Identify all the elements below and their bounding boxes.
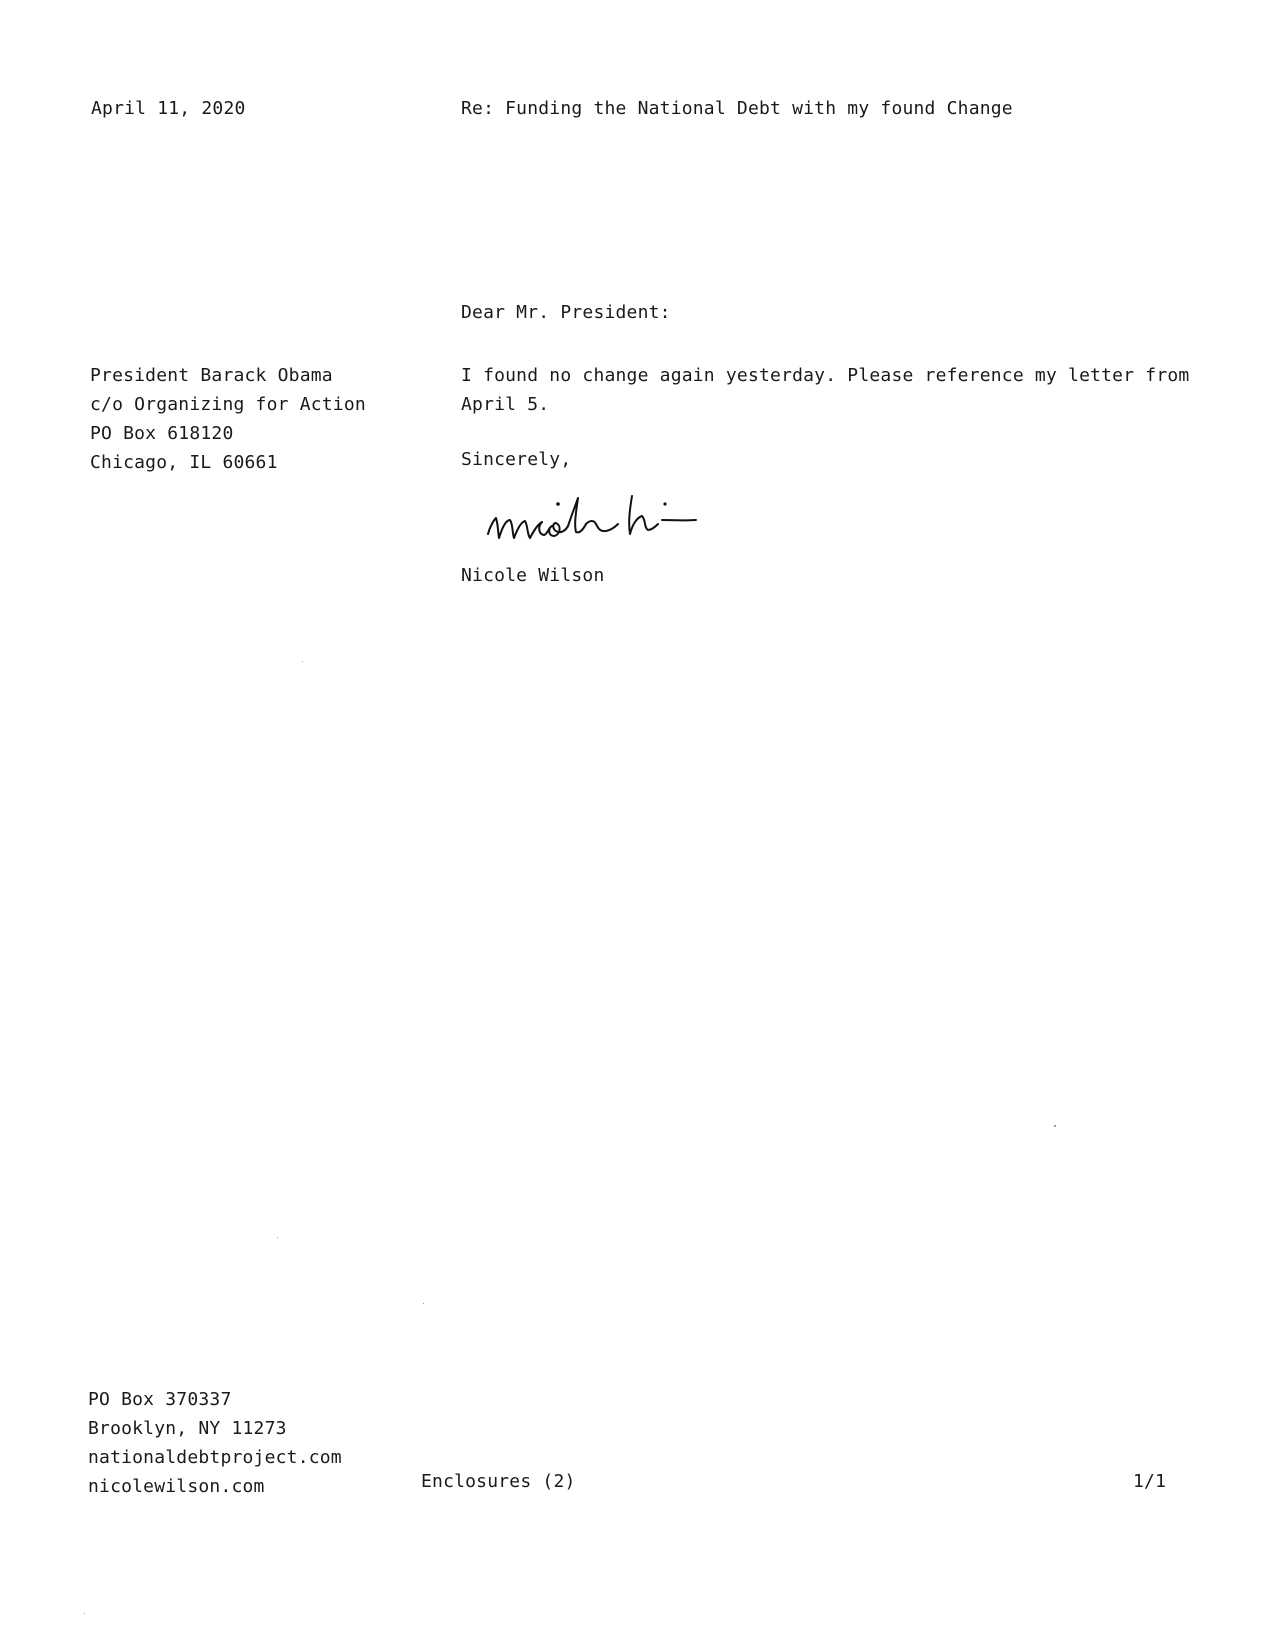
signer-name: Nicole Wilson (461, 565, 605, 586)
page-number: 1/1 (1133, 1471, 1167, 1492)
recipient-city: Chicago, IL 60661 (90, 452, 278, 473)
handwritten-signature (486, 490, 756, 550)
sender-website-project: nationaldebtproject.com (88, 1447, 342, 1468)
recipient-organization: c/o Organizing for Action (90, 394, 366, 415)
letter-body (461, 361, 1189, 419)
letter-date: April 11, 2020 (91, 98, 246, 119)
enclosures-note: Enclosures (2) (421, 1471, 576, 1492)
scan-speck (302, 661, 303, 662)
signature-image (486, 490, 756, 550)
recipient-name: President Barack Obama (90, 365, 333, 386)
scan-speck (423, 1303, 424, 1304)
scan-speck (277, 1237, 278, 1238)
salutation: Dear Mr. President: (461, 302, 671, 323)
sender-website-personal: nicolewilson.com (88, 1476, 265, 1497)
body-line: April 5. (461, 394, 550, 415)
scan-speck (84, 1613, 85, 1614)
sender-address (88, 1385, 342, 1501)
sender-po-box: PO Box 370337 (88, 1389, 232, 1410)
body-line: I found no change again yesterday. Please reference my letter from (461, 365, 1190, 386)
sender-city: Brooklyn, NY 11273 (88, 1418, 287, 1439)
scan-speck (1054, 1125, 1056, 1127)
letter-closing: Sincerely, (461, 449, 572, 470)
recipient-po-box: PO Box 618120 (90, 423, 234, 444)
recipient-address (90, 361, 366, 477)
letter-subject: Re: Funding the National Debt with my found Change (461, 98, 1013, 119)
